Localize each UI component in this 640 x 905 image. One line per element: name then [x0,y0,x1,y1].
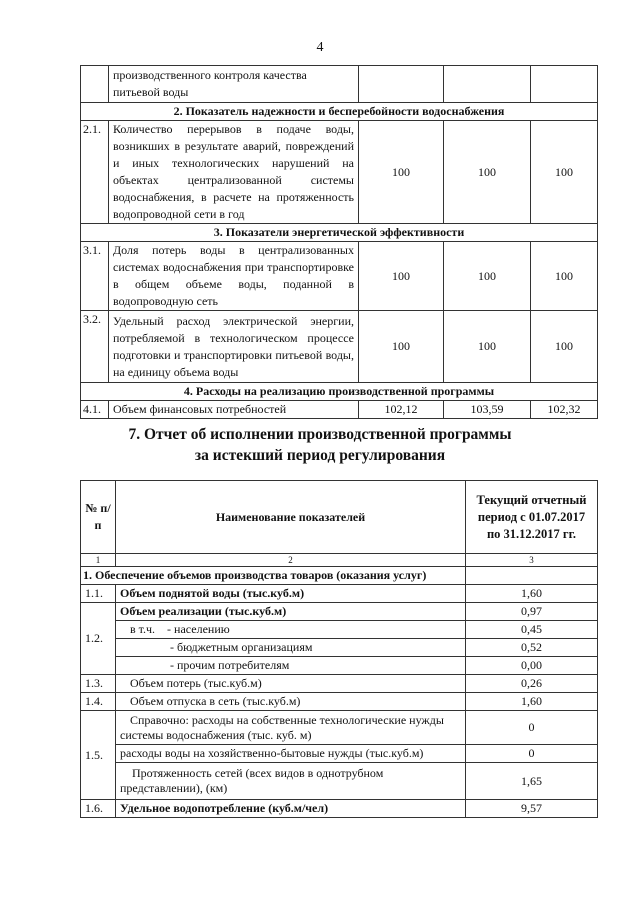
row-value: 103,59 [444,401,531,419]
table-row [81,311,598,383]
header-value: Текущий отчетный период с 01.07.2017 по 31.12.2017 гг. [466,481,598,554]
row-number: 1.1. [81,585,116,603]
row-number: 3.1. [81,242,109,311]
row-value: 100 [531,121,598,224]
header-name: Наименование показателей [116,481,466,554]
table-row [81,763,598,800]
header-row [81,481,598,554]
table-row [81,66,598,103]
table-row [81,242,598,311]
header-num: № п/п [81,481,116,554]
row-prefix: в т.ч. [130,622,156,636]
table-row [81,693,598,711]
row-value: 0 [466,711,598,745]
report-title [0,424,640,466]
row-name: Удельное водопотребление (куб.м/чел) [116,800,466,818]
row-name: - населению [167,622,230,636]
row-name: Объем отпуска в сеть (тыс.куб.м) [116,693,466,711]
index-row [81,554,598,567]
row-value: 0,45 [466,621,598,639]
row-value: 1,60 [466,585,598,603]
row-value: 100 [444,121,531,224]
section-header: 3. Показатели энергетической эффективности [81,224,598,242]
row-name: Объем реализации (тыс.куб.м) [116,603,466,621]
row-number: 4.1. [81,401,109,419]
row-number: 1.5. [81,711,116,800]
index-cell: 2 [116,554,466,567]
table-row [81,401,598,419]
table-row [81,639,598,657]
row-name: - прочим потребителям [116,657,466,675]
row-name: расходы воды на хозяйственно-бытовые нужды (тыс.куб.м) [116,745,466,763]
table-row [81,800,598,818]
indicators-table [80,65,598,419]
table-row [81,121,598,224]
row-value: 0,97 [466,603,598,621]
table-row [81,621,598,639]
row-number: 1.2. [81,603,116,675]
table-row [81,603,598,621]
row-value: 1,65 [466,763,598,800]
section-header: 1. Обеспечение объемов производства товаров (оказания услуг) [81,567,466,585]
row-value: 100 [531,311,598,383]
row-name: Объем финансовых потребностей [109,401,359,419]
table-row [81,745,598,763]
row-name: Протяженность сетей (всех видов в однотрубном представлении), (км) [116,763,466,800]
table-row [81,675,598,693]
row-value: 100 [359,121,444,224]
report-table [80,480,598,818]
row-value: 100 [444,311,531,383]
row-number: 1.3. [81,675,116,693]
row-value: 0,00 [466,657,598,675]
row-number: 1.4. [81,693,116,711]
index-cell: 1 [81,554,116,567]
row-name: Объем поднятой воды (тыс.куб.м) [116,585,466,603]
row-value: 0,52 [466,639,598,657]
row-value: 102,12 [359,401,444,419]
row-number: 1.6. [81,800,116,818]
row-value: 0 [466,745,598,763]
row-value: 100 [531,242,598,311]
row-value: 100 [359,311,444,383]
row-value: 1,60 [466,693,598,711]
report-title-line: 7. Отчет об исполнении производственной программы [128,426,512,443]
row-number: 2.1. [81,121,109,224]
row-name: - бюджетным организациям [116,639,466,657]
row-value: 102,32 [531,401,598,419]
row-name: Количество перерывов в подаче воды, возникших в результате аварий, повреждений и иных технологических нарушений на объектах централизованной системы водоснабжения, в расчете на протяженность водопроводной сети в год [109,121,359,224]
table-row [81,657,598,675]
section-header: 4. Расходы на реализацию производственной программы [81,383,598,401]
row-name: Доля потерь воды в централизованных системах водоснабжения при транспортировке в общем объеме воды, поданной в водопроводную сеть [109,242,359,311]
row-value: 9,57 [466,800,598,818]
row-name: производственного контроля качества питьевой воды [109,66,359,103]
row-name: Удельный расход электрической энергии, потребляемой в технологическом процессе подготовки и транспортировки питьевой воды, на единицу объема воды [109,311,359,383]
row-name: Справочно: расходы на собственные технологические нужды системы водоснабжения (тыс. куб. м) [116,711,466,745]
row-value: 0,26 [466,675,598,693]
table-row [81,585,598,603]
section-header: 2. Показатель надежности и бесперебойности водоснабжения [81,103,598,121]
page-number: 4 [316,40,324,55]
row-value: 100 [444,242,531,311]
table-row [81,711,598,745]
row-name: Объем потерь (тыс.куб.м) [116,675,466,693]
row-number: 3.2. [81,311,109,383]
index-cell: 3 [466,554,598,567]
row-value: 100 [359,242,444,311]
report-title-line: за истекший период регулирования [194,447,446,464]
